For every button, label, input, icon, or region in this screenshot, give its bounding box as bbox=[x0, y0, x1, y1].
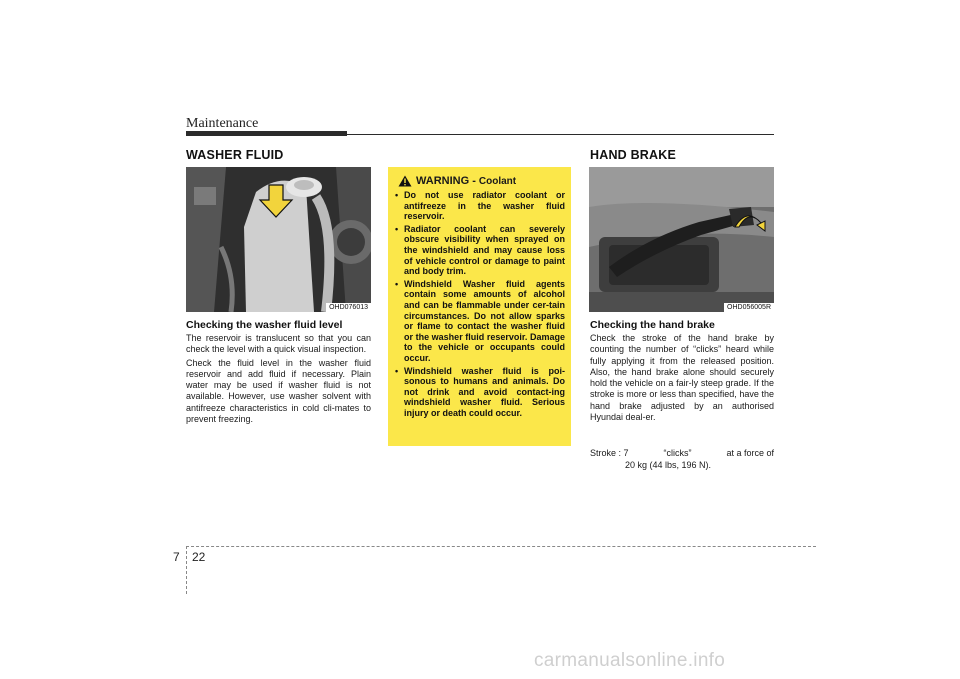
hand-brake-photo bbox=[589, 167, 774, 312]
page-number: 22 bbox=[192, 550, 206, 564]
footer-divider bbox=[186, 546, 187, 594]
washer-fluid-subheading: Checking the washer fluid level bbox=[186, 319, 343, 331]
washer-paragraph-2: Check the fluid level in the washer fluid reservoir and add fluid if necessary. Plain water may be used if washer fluid is not available. However, use washer solvent with antifreeze characteristics in cold cli-mates to prevent freezing. bbox=[186, 357, 371, 425]
warning-sublabel: Coolant bbox=[478, 175, 517, 187]
stroke-force: 20 kg (44 lbs, 196 N). bbox=[625, 460, 712, 470]
image-code-hand-brake: OHD056005R bbox=[724, 303, 774, 312]
warning-list bbox=[394, 190, 565, 418]
warning-label: WARNING - bbox=[416, 175, 476, 187]
chapter-number: 7 bbox=[173, 550, 180, 564]
hand-brake-body: Check the stroke of the hand brake by counting the number of “clicks” heard while fully applying it from the released position. Also, the hand brake alone should securely hold the vehicle on a fair-ly steep grade. If the stroke is more or less than specified, have the hand brake adjusted by an authorised Hyundai deal-er. bbox=[590, 333, 774, 423]
footer-rule bbox=[186, 546, 816, 547]
washer-fluid-title: WASHER FLUID bbox=[186, 148, 284, 162]
warning-header bbox=[394, 175, 565, 187]
hand-brake-title: HAND BRAKE bbox=[590, 148, 677, 162]
hand-brake-illustration bbox=[589, 167, 774, 312]
header-rule-thin bbox=[347, 134, 774, 135]
stroke-spec-line1 bbox=[590, 448, 774, 459]
watermark: carmanualsonline.info bbox=[534, 650, 726, 671]
washer-paragraph-1: The reservoir is translucent so that you can check the level with a quick visual inspection. bbox=[186, 333, 371, 355]
warning-item: • Windshield Washer fluid agents contain some amounts of alcohol and can be flammable under cer-tain circumstances. Do not allow sparks or flame to contact the washer fluid or the washer fluid reservoir. Damage to the vehicle or occupants could occur. bbox=[394, 279, 565, 364]
stroke-label: Stroke : 7 bbox=[590, 448, 629, 458]
image-code-washer: OHD076013 bbox=[326, 303, 371, 312]
warning-item: • Windshield washer fluid is poi-sonous to humans and animals. Do not drink and avoid contact-ing windshield washer fluid. Serious injury or death could occur. bbox=[394, 366, 565, 419]
chapter-title: Maintenance bbox=[186, 116, 259, 131]
stroke-clicks: “clicks” bbox=[663, 448, 692, 458]
warning-item: • Radiator coolant can severely obscure visibility when sprayed on the windshield and may cause loss of vehicle control or damage to paint and body trim. bbox=[394, 224, 565, 277]
washer-fluid-body bbox=[186, 333, 371, 427]
warning-triangle-icon bbox=[398, 175, 412, 187]
engine-bay-illustration bbox=[186, 167, 371, 312]
warning-item: • Do not use radiator coolant or antifreeze in the washer fluid reservoir. bbox=[394, 190, 565, 222]
hand-brake-subheading: Checking the hand brake bbox=[590, 319, 715, 331]
washer-fluid-photo bbox=[186, 167, 371, 312]
stroke-at: at a force of bbox=[726, 448, 774, 458]
header-rule-thick bbox=[186, 131, 347, 136]
warning-box bbox=[388, 167, 571, 446]
